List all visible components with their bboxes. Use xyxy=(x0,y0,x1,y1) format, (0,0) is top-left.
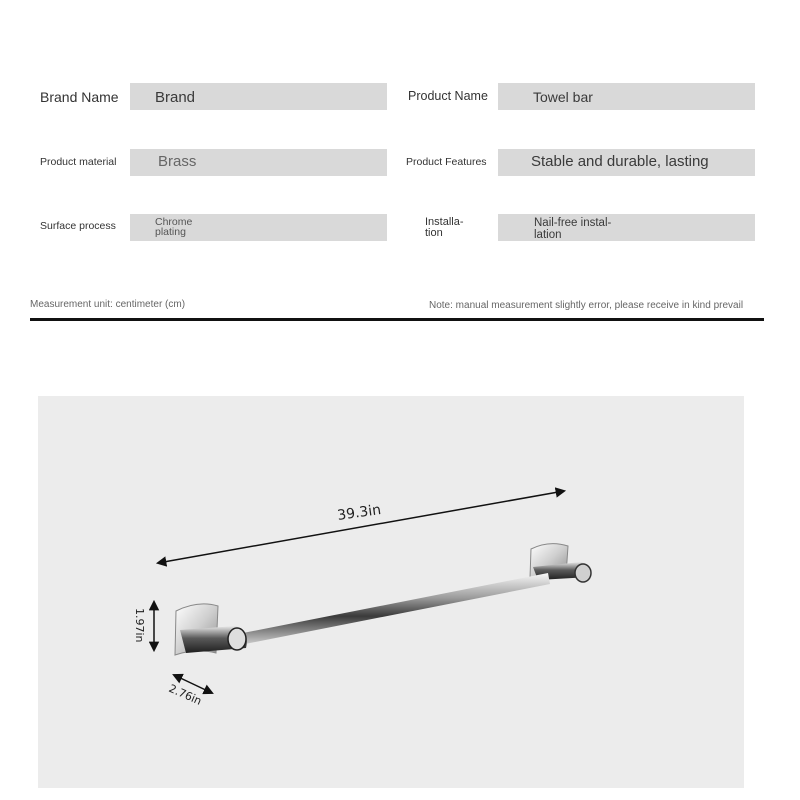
product-features-label: Product Features xyxy=(406,156,487,168)
depth-dimension-label: 2.76in xyxy=(166,681,204,708)
measurement-unit-note: Measurement unit: centimeter (cm) xyxy=(30,299,186,310)
length-dimension-label: 39.3in xyxy=(336,502,383,524)
right-bracket-cap xyxy=(575,564,591,582)
installation-label-line2: tion xyxy=(425,227,443,239)
length-dimension-arrow xyxy=(158,491,564,563)
installation-value-line1: Nail-free instal- xyxy=(534,217,612,229)
installation-label-line1: Installa- xyxy=(425,216,464,228)
installation-value xyxy=(534,217,611,241)
installation-value-line2: lation xyxy=(534,229,562,242)
surface-process-value xyxy=(155,217,192,238)
brand-name-label: Brand Name xyxy=(40,89,119,105)
towel-bar-illustration xyxy=(38,396,744,788)
surface-process-value-line2: plating xyxy=(155,226,186,239)
installation-label xyxy=(425,217,464,239)
product-name-label: Product Name xyxy=(408,89,488,103)
section-divider xyxy=(30,318,764,321)
brand-name-value: Brand xyxy=(155,89,196,106)
product-material-value: Brass xyxy=(158,153,197,170)
cropped-heading-fragment xyxy=(360,0,535,10)
product-name-value: Towel bar xyxy=(533,89,593,105)
measurement-disclaimer-note: Note: manual measurement slightly error, please receive in kind prevail xyxy=(429,300,744,311)
product-photo xyxy=(38,396,744,788)
surface-process-value-line1: Chrome xyxy=(155,216,193,228)
product-features-value: Stable and durable, lasting xyxy=(531,153,709,170)
left-bracket-cap xyxy=(228,628,246,650)
towel-bar-rod xyxy=(238,573,550,645)
surface-process-label: Surface process xyxy=(40,220,116,232)
product-material-label: Product material xyxy=(40,156,117,168)
height-dimension-label: 1.97in xyxy=(133,608,146,643)
